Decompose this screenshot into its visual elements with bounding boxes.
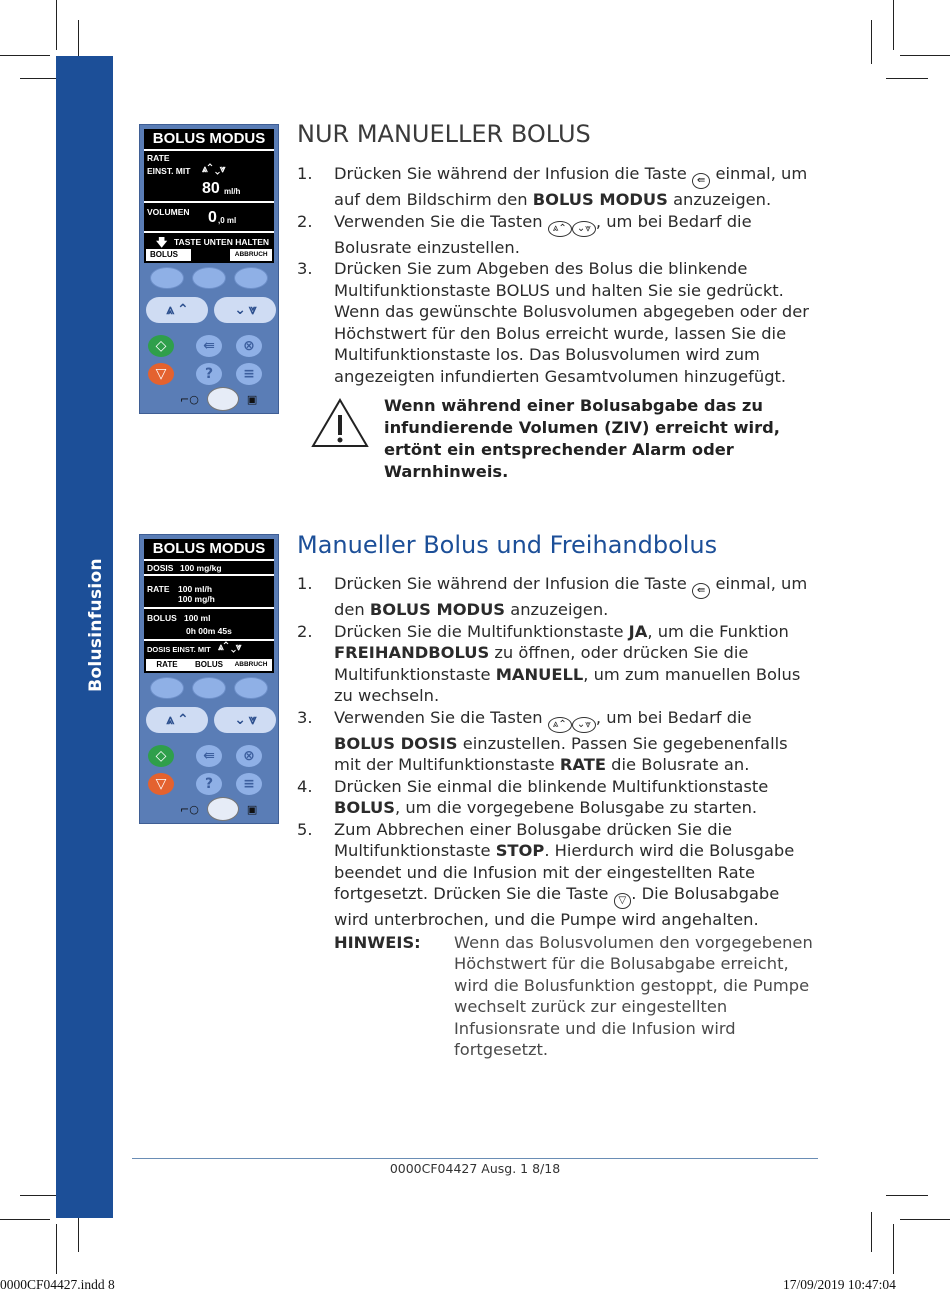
warning-text: Wenn während einer Bolusabgabe das zu infundierende Volumen (ZIV) erreicht wird, ertönt ein entsprechender Alarm oder Warnhinweis. <box>384 396 780 481</box>
crop-mark <box>893 1224 894 1274</box>
rate-value: 80 <box>202 180 220 197</box>
crop-mark <box>0 55 50 56</box>
step-bold: BOLUS MODUS <box>532 190 668 209</box>
step-number: 2. <box>297 211 313 231</box>
menu-icon[interactable]: ≡ <box>236 363 262 385</box>
tab-bolus: BOLUS <box>146 249 191 261</box>
down-arrow-keys-icon[interactable]: ⌄ ⩔ <box>214 707 276 733</box>
einst-label: EINST. MIT <box>147 166 191 176</box>
list-item <box>297 211 817 259</box>
battery-icon: ▣ <box>246 802 258 816</box>
sidebar-label: Bolusinfusion <box>86 558 106 692</box>
key-row-2 <box>148 773 262 795</box>
step-text: Drücken Sie einmal die blinkende Multifunktionstaste <box>334 776 769 796</box>
step-text: , um bei Bedarf die <box>595 707 752 727</box>
help-icon[interactable]: ? <box>196 773 222 795</box>
section-heading: NUR MANUELLER BOLUS <box>297 120 591 148</box>
time-value: 0h 00m 45s <box>186 626 232 636</box>
step-bold: JA <box>628 621 648 641</box>
softkey-left[interactable] <box>150 677 184 699</box>
step-text: . Die Bolusabgabe wird unterbrochen, und die Pumpe wird angehalten. <box>334 884 780 929</box>
step-text: anzuzeigen. <box>673 190 772 209</box>
start-icon[interactable]: ◇ <box>148 745 174 767</box>
pump-illustration-2 <box>139 534 279 824</box>
footer-divider <box>132 1158 818 1159</box>
step-bold: MANUELL <box>495 664 584 684</box>
step-text: Verwenden Sie die Tasten <box>334 211 543 231</box>
crop-mark <box>56 1224 57 1274</box>
screen-title: BOLUS MODUS <box>144 129 274 151</box>
down-arrow-keys-icon: ⌄⩔ <box>572 221 596 237</box>
step-text: Zum Abbrechen einer Bolusgabe drücken Sie die Multifunktionstaste <box>334 819 733 860</box>
step-bold: RATE <box>559 755 606 774</box>
plug-icon: ⌐○ <box>180 802 199 816</box>
softkey-labels <box>146 249 272 261</box>
step-text: anzuzeigen. <box>510 600 609 619</box>
step-number: 1. <box>297 164 313 183</box>
note-text: Wenn das Bolusvolumen den vorgegebenen Höchstwert für die Bolusabgabe erreicht, wird die Bolusfunktion gestoppt, die Pumpe wechselt zurück zur eingestellten Infusionsrate und die Infusion wird fortgesetzt. <box>454 932 813 1059</box>
dosis-label: DOSIS <box>147 563 174 573</box>
up-arrow-keys-icon[interactable]: ⩓ ⌃ <box>146 297 208 323</box>
up-arrow-keys-icon: ⩓⌃ <box>548 717 572 733</box>
up-down-arrows-icon: ⩓⌃ ⌄⩔ <box>202 164 226 175</box>
softkey-right[interactable] <box>234 267 268 289</box>
step-text: Verwenden Sie die Tasten <box>334 707 543 727</box>
softkey-middle[interactable] <box>192 677 226 699</box>
step-text: , um die vorgegebene Bolusgabe zu starten. <box>395 798 758 817</box>
crop-mark <box>871 20 872 64</box>
battery-icon: ▣ <box>246 392 258 406</box>
section2-steps <box>297 573 817 1061</box>
print-slug-date: 17/09/2019 10:47:04 <box>783 1277 896 1292</box>
rate-label: RATE <box>147 584 170 594</box>
rate-value-1: 100 ml/h <box>178 584 213 594</box>
tab-abbruch: ABBRUCH <box>230 249 272 261</box>
plug-icon: ⌐○ <box>180 392 199 406</box>
step-number: 4. <box>297 776 313 796</box>
step-number: 5. <box>297 819 313 839</box>
alarm-silence-icon[interactable]: ⊗ <box>236 335 262 357</box>
crop-mark <box>78 1212 79 1252</box>
list-item <box>297 573 817 621</box>
screen-divider <box>144 231 274 233</box>
tab-empty <box>191 249 231 261</box>
step-bold: BOLUS DOSIS <box>334 733 458 753</box>
screen-divider <box>144 201 274 203</box>
screen-divider <box>144 639 274 641</box>
screen-divider <box>144 574 274 576</box>
pump-screen <box>144 129 274 263</box>
power-icon[interactable] <box>207 387 239 411</box>
softkey-right[interactable] <box>234 677 268 699</box>
step-text: Drücken Sie die Multifunktionstaste <box>334 621 624 641</box>
dosis-value: 100 mg/kg <box>180 563 222 573</box>
volumen-label: VOLUMEN <box>147 207 190 217</box>
step-text: einmal, um den <box>334 574 808 619</box>
hold-hint: TASTE UNTEN HALTEN <box>174 237 270 247</box>
softkey-middle[interactable] <box>192 267 226 289</box>
bottom-row <box>180 797 257 821</box>
down-arrow-keys-icon[interactable]: ⌄ ⩔ <box>214 297 276 323</box>
list-item <box>297 776 817 819</box>
bolus-label: BOLUS <box>147 613 177 623</box>
step-bold: BOLUS <box>334 798 395 817</box>
list-item <box>297 707 817 776</box>
print-slug-file: 0000CF04427.indd 8 <box>0 1277 115 1292</box>
crop-mark <box>886 1195 928 1196</box>
bolus-key-icon: ⇚ <box>692 583 710 599</box>
up-arrow-keys-icon: ⩓⌃ <box>548 221 572 237</box>
step-text: einzustellen. Passen Sie gegebenenfalls mit der Multifunktionstaste <box>334 733 788 774</box>
tab-bolus: BOLUS <box>188 659 230 671</box>
step-number: 2. <box>297 621 313 641</box>
step-text: zu öffnen, oder drücken Sie die Multifunktionstaste <box>334 643 749 684</box>
alarm-silence-icon[interactable]: ⊗ <box>236 745 262 767</box>
step-bold: BOLUS MODUS <box>369 600 506 619</box>
screen-divider <box>144 607 274 609</box>
bolus-key-icon: ⇚ <box>692 173 710 189</box>
warning-triangle-icon <box>310 397 370 449</box>
up-arrow-keys-icon[interactable]: ⩓ ⌃ <box>146 707 208 733</box>
step-number: 1. <box>297 574 313 593</box>
volumen-value: 0 <box>208 209 217 226</box>
step-text: einmal, um auf dem Bildschirm den <box>334 164 808 209</box>
step-number: 3. <box>297 259 313 278</box>
step-text: , um bei Bedarf die Bolusrate einzustellen. <box>334 211 752 257</box>
pump-screen <box>144 539 274 673</box>
crop-mark <box>900 1219 950 1220</box>
down-arrow-icon: 🡇 <box>156 237 168 249</box>
tab-rate: RATE <box>146 659 188 671</box>
bottom-row <box>180 387 257 411</box>
softkey-row <box>150 267 268 289</box>
down-arrow-keys-icon: ⌄⩔ <box>572 717 596 733</box>
rate-value-2: 100 mg/h <box>178 594 215 604</box>
step-text: Drücken Sie während der Infusion die Taste <box>334 574 687 593</box>
list-item <box>297 621 817 707</box>
bolus-key-icon[interactable]: ⇚ <box>196 745 222 767</box>
crop-mark <box>56 0 57 50</box>
step-bold: STOP <box>495 841 545 860</box>
key-row-2 <box>148 363 262 385</box>
stop-icon[interactable]: ▽ <box>148 773 174 795</box>
stop-icon[interactable]: ▽ <box>148 363 174 385</box>
crop-mark <box>886 78 928 79</box>
crop-mark <box>0 1219 50 1220</box>
section-heading: Manueller Bolus und Freihandbolus <box>297 531 718 559</box>
pump-illustration-1 <box>139 124 279 414</box>
rate-label: RATE <box>147 153 170 163</box>
step-text: Drücken Sie während der Infusion die Taste <box>334 164 687 183</box>
crop-mark <box>900 55 950 56</box>
note <box>334 932 817 1061</box>
step-text: Drücken Sie zum Abgeben des Bolus die blinkende Multifunktionstaste BOLUS und halten Sie sie gedrückt. Wenn das gewünschte Bolusvolumen abgegeben oder der Höchstwert für den Bolus erreicht wurde, lassen Sie die Multifunktionstaste los. Das Bolusvolumen wird zum angezeigten infundierten Gesamtvolumen hinzugefügt. <box>334 259 809 386</box>
step-text: . Hierdurch wird die Bolusgabe beendet und die Infusion mit der eingestellten Rate fortgesetzt. Drücken Sie die Taste <box>334 841 795 903</box>
page-footer: 0000CF04427 Ausg. 1 8/18 <box>389 1161 561 1176</box>
step-text: , um die Funktion <box>647 621 789 641</box>
softkey-labels <box>146 659 272 671</box>
section1-steps <box>297 163 817 387</box>
step-text: die Bolusrate an. <box>611 755 750 774</box>
list-item <box>297 819 817 931</box>
step-text: , um zum manuellen Bolus zu wechseln. <box>334 664 801 705</box>
menu-icon[interactable]: ≡ <box>236 773 262 795</box>
step-bold: FREIHANDBOLUS <box>334 643 490 662</box>
rate-unit: ml/h <box>224 187 241 196</box>
bolus-key-icon[interactable]: ⇚ <box>196 335 222 357</box>
tab-abbruch: ABBRUCH <box>230 659 272 671</box>
start-icon[interactable]: ◇ <box>148 335 174 357</box>
crop-mark <box>893 0 894 50</box>
list-item <box>297 258 817 387</box>
step-number: 3. <box>297 707 313 727</box>
key-row-1 <box>148 335 262 357</box>
crop-mark <box>871 1212 872 1252</box>
note-label: HINWEIS: <box>334 932 421 952</box>
up-down-arrows-icon: ⩓⌃ ⌄⩔ <box>218 642 242 653</box>
softkey-row <box>150 677 268 699</box>
key-row-1 <box>148 745 262 767</box>
power-icon[interactable] <box>207 797 239 821</box>
list-item <box>297 163 817 211</box>
softkey-left[interactable] <box>150 267 184 289</box>
volumen-unit: ,0 ml <box>218 216 237 225</box>
dosis-einst-label: DOSIS EINST. MIT <box>147 645 211 654</box>
screen-title: BOLUS MODUS <box>144 539 274 561</box>
help-icon[interactable]: ? <box>196 363 222 385</box>
bolus-value: 100 ml <box>184 613 211 623</box>
stop-key-icon: ▽ <box>614 893 632 909</box>
